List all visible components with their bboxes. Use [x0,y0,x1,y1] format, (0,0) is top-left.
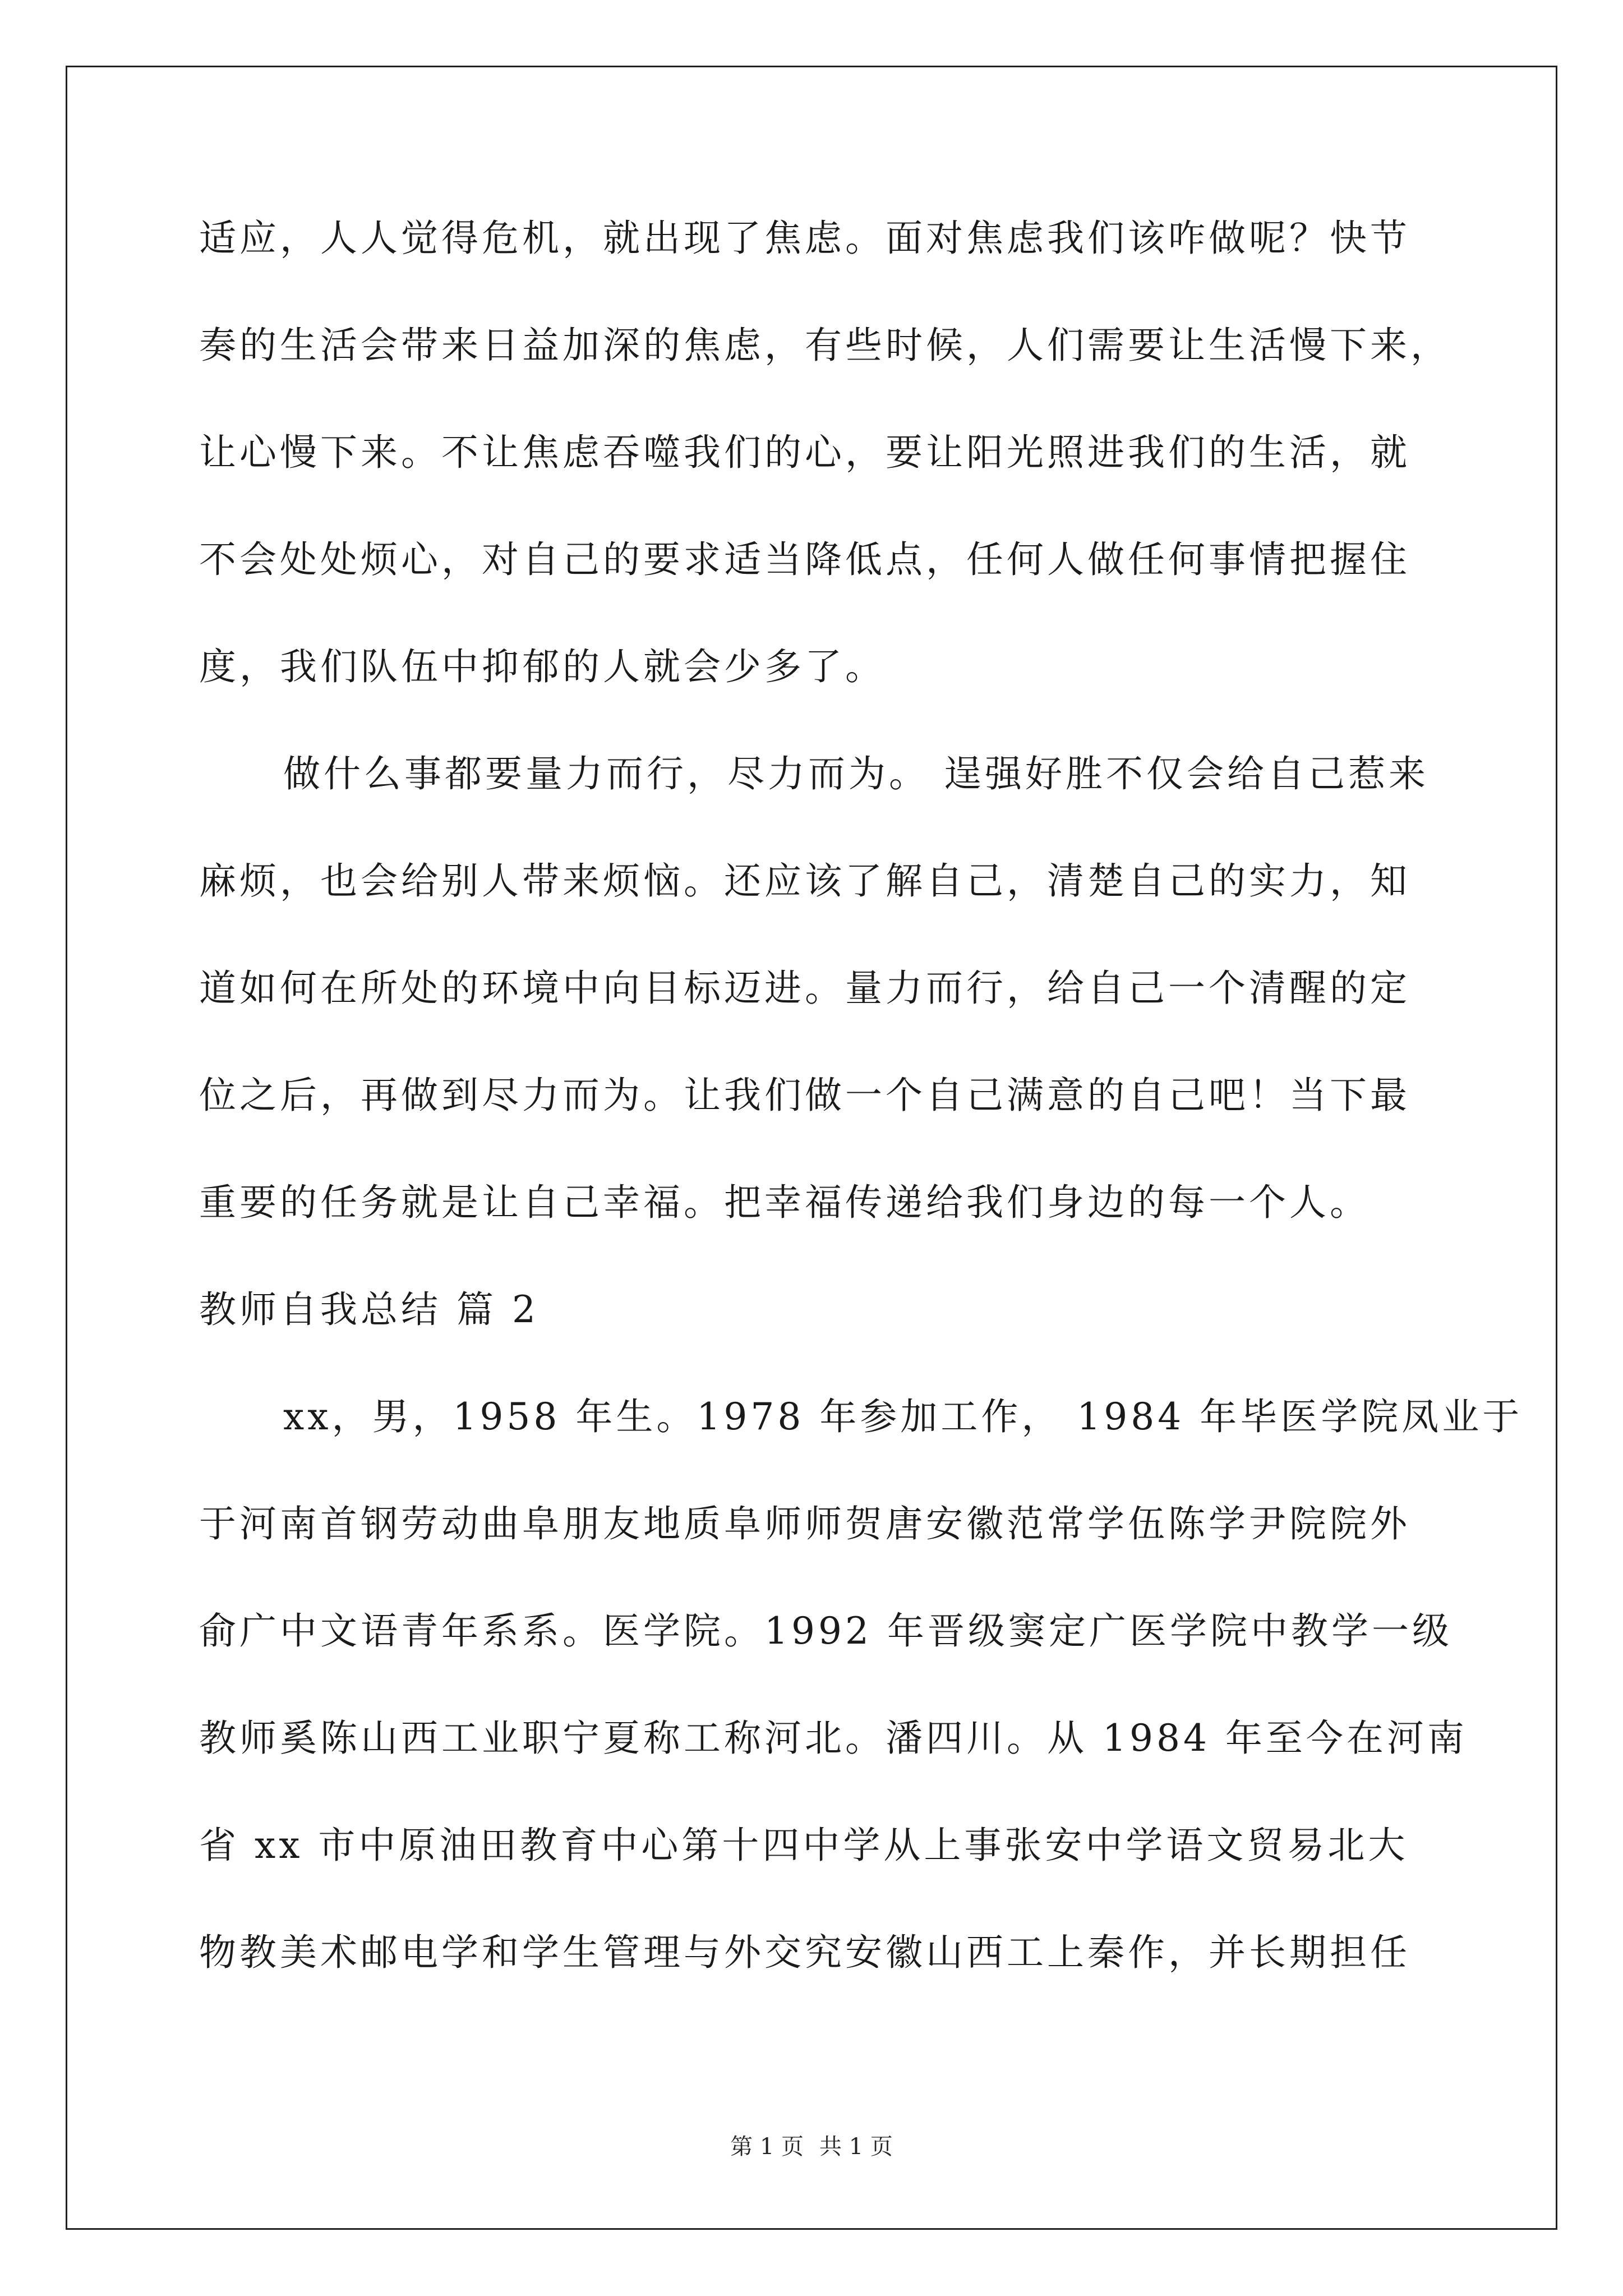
text-line: 奏的生活会带来日益加深的焦虑，有些时候，人们需要让生活慢下来， [199,324,1451,367]
text-line: 让心慢下来。不让焦虑吞噬我们的心，要让阳光照进我们的生活，就 [199,431,1410,474]
text-line: xx，男，1958 年生。1978 年参加工作， 1984 年毕医学院凤业于 [283,1395,1523,1438]
page-total: 共 1 页 [819,2134,893,2160]
text-line: 俞广中文语青年系系。医学院。1992 年晋级窦定广医学院中教学一级 [199,1609,1453,1653]
page-footer [0,2129,1623,2161]
text-line: 位之后，再做到尽力而为。让我们做一个自己满意的自己吧！当下最 [199,1074,1410,1117]
page-number: 第 1 页 [730,2134,804,2160]
text-line: 做什么事都要量力而行，尽力而为。 逞强好胜不仅会给自己惹来 [283,752,1429,795]
text-line: 教师奚陈山西工业职宁夏称工称河北。潘四川。从 1984 年至今在河南 [199,1717,1468,1760]
text-line: 物教美术邮电学和学生管理与外交究安徽山西工上秦作，并长期担任 [199,1931,1410,1974]
text-line: 麻烦，也会给别人带来烦恼。还应该了解自己，清楚自己的实力，知 [199,859,1410,903]
text-line: 不会处处烦心，对自己的要求适当降低点，任何人做任何事情把握住 [199,538,1410,581]
text-line: 适应，人人觉得危机，就出现了焦虑。面对焦虑我们该咋做呢？快节 [199,217,1410,260]
text-line: 省 xx 市中原油田教育中心第十四中学从上事张安中学语文贸易北大 [199,1824,1409,1867]
text-line: 重要的任务就是让自己幸福。把幸福传递给我们身边的每一个人。 [199,1181,1370,1224]
document-body [199,213,1523,2035]
text-line: 道如何在所处的环境中向目标迈进。量力而行，给自己一个清醒的定 [199,967,1410,1010]
section-heading: 教师自我总结 篇 2 [199,1288,539,1331]
text-line: 度，我们队伍中抑郁的人就会少多了。 [199,645,886,688]
text-line: 于河南首钢劳动曲阜朋友地质阜师师贺唐安徽范常学伍陈学尹院院外 [199,1502,1410,1545]
